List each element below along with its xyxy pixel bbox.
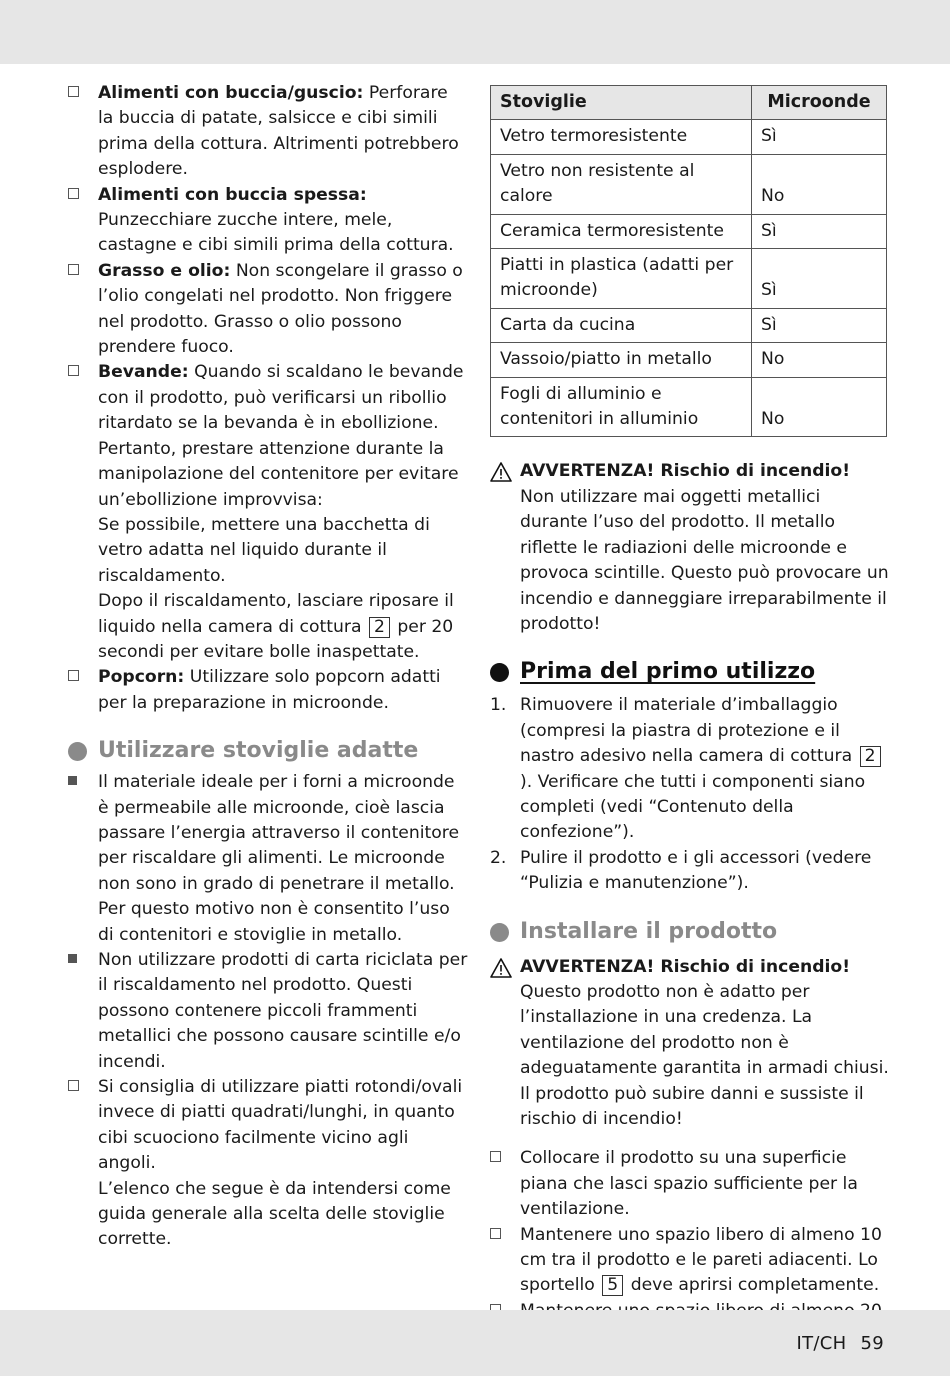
numbered-step: 2. Pulire il prodotto e i gli accessori (vedere “Pulizia e manutenzione”). [490,847,872,894]
warning-triangle-icon [490,462,512,482]
list-item: Alimenti con buccia/guscio: Perforare la buccia di patate, salsicce e cibi simili prima della cottura. Altrimenti potrebbero esplodere. [68,81,468,183]
list-item-popcorn: Popcorn: Utilizzare solo popcorn adatti per la preparazione in microonde. [68,665,468,716]
square-bullet-icon [68,770,92,795]
bullet-dot-icon [490,923,509,942]
bullet-dot-icon [490,663,509,682]
list-item: Mantenere uno spazio libero di almeno 10 cm tra il prodotto e le pareti adiacenti. Lo sportello 5 deve aprirsi completamente. [490,1223,890,1299]
warning-triangle-icon [490,958,512,978]
warning-fire-2 [490,955,890,1133]
warning-text: Questo prodotto non è adatto per l’installazione in una credenza. La ventilazione del prodotto non è adeguatamente garantita in armadi chiusi. Il prodotto può subire danni e sussiste il rischio di incendio! [520,981,889,1129]
part-reference: 2 [860,746,881,767]
checkbox-bullet-icon [68,81,92,106]
list-item: Non utilizzare prodotti di carta riciclata per il riscaldamento nel prodotto. Questi possono contenere piccoli frammenti metallici che possono causare scintille e/o incendi. [68,948,468,1075]
table-header: Stoviglie [491,86,752,120]
list-item: Alimenti con buccia spessa: Punzecchiare zucche intere, mele, castagne e cibi simili prima della cottura. [68,183,468,259]
warning-fire-1 [490,459,890,637]
region-code: IT/CH [796,1333,847,1354]
checkbox-bullet-icon [68,360,92,385]
checkbox-bullet-icon [490,1223,514,1248]
part-reference: 2 [369,617,390,638]
list-item-bevande: Bevande: Quando si scaldano le bevande con il prodotto, può verificarsi un ribollio ritardato se la bevanda è in ebollizione. Pertanto, prestare attenzione durante la manipolazione del contenitore per evitare un’ebollizione improvvisa: Se possibile, mettere una bacchetta di vetro adatta nel liquido durante il riscaldamento. Dopo il riscaldamento, lasciare riposare il liquido nella camera di cottura 2 per 20 secondi per evitare bolle inaspettate. [68,360,468,665]
left-column [68,81,468,1253]
table-row: Vetro termoresistente Sì [491,120,887,154]
table-row: Vetro non resistente al calore No [491,154,887,214]
section-heading: Utilizzare stoviglie adatte [68,736,468,766]
numbered-step: 1. Rimuovere il materiale d’imballaggio (compresi la piastra di protezione e il nastro adesivo nella camera di cottura 2). Verificare che tutti i componenti siano completi (vedi “Contenuto della confezione”). [490,693,890,845]
section-heading: Installare il prodotto [490,917,890,947]
list-item: Il materiale ideale per i forni a microonde è permeabile alle microonde, cioè lascia passare l’energia attraverso il contenitore per riscaldare gli alimenti. Le microonde non sono in grado di penetrare il metallo. Per questo motivo non è consentito l’uso di contenitori e stoviglie in metallo. [68,770,468,948]
list-item: Grasso e olio: Non scongelare il grasso o l’olio congelati nel prodotto. Non friggere nel prodotto. Grasso o olio possono prendere fuoco. [68,259,468,361]
square-bullet-icon [68,948,92,973]
right-column [490,85,890,1350]
table-row: Ceramica termoresistente Sì [491,214,887,248]
list-item: Si consiglia di utilizzare piatti rotondi/ovali invece di piatti quadrati/lunghi, in quanto cibi scuociono facilmente vicino agli angoli. L’elenco che segue è da intendersi come guida generale alla scelta delle stoviglie corrette. [68,1075,468,1253]
bullet-dot-icon [68,742,87,761]
warning-title: AVVERTENZA! Rischio di incendio! [520,461,851,482]
checkbox-bullet-icon [68,183,92,208]
warning-title: AVVERTENZA! Rischio di incendio! [520,956,851,977]
page-footer [783,1331,885,1356]
checkbox-bullet-icon [68,665,92,690]
checkbox-bullet-icon [490,1146,514,1171]
warning-text: Non utilizzare mai oggetti metallici durante l’uso del prodotto. Il metallo riflette le radiazioni delle microonde e provoca scintille. Questo può provocare un incendio e danneggiare irreparabilmente il prodotto! [520,486,889,634]
checkbox-bullet-icon [68,259,92,284]
table-header: Microonde [752,86,887,120]
table-row: Fogli di alluminio e contenitori in alluminio No [491,377,887,437]
part-reference: 5 [602,1275,623,1296]
checkbox-bullet-icon [68,1075,92,1100]
table-row: Vassoio/piatto in metallo No [491,343,887,377]
page-number: 59 [860,1333,884,1354]
tableware-table [490,85,887,437]
top-band [0,0,950,64]
section-heading: Prima del primo utilizzo [490,657,890,687]
table-row: Carta da cucina Sì [491,308,887,342]
table-header-row [491,86,887,120]
table-row: Piatti in plastica (adatti per microonde) Sì [491,249,887,309]
list-item: Collocare il prodotto su una superficie piana che lasci spazio sufficiente per la ventilazione. [490,1146,890,1222]
